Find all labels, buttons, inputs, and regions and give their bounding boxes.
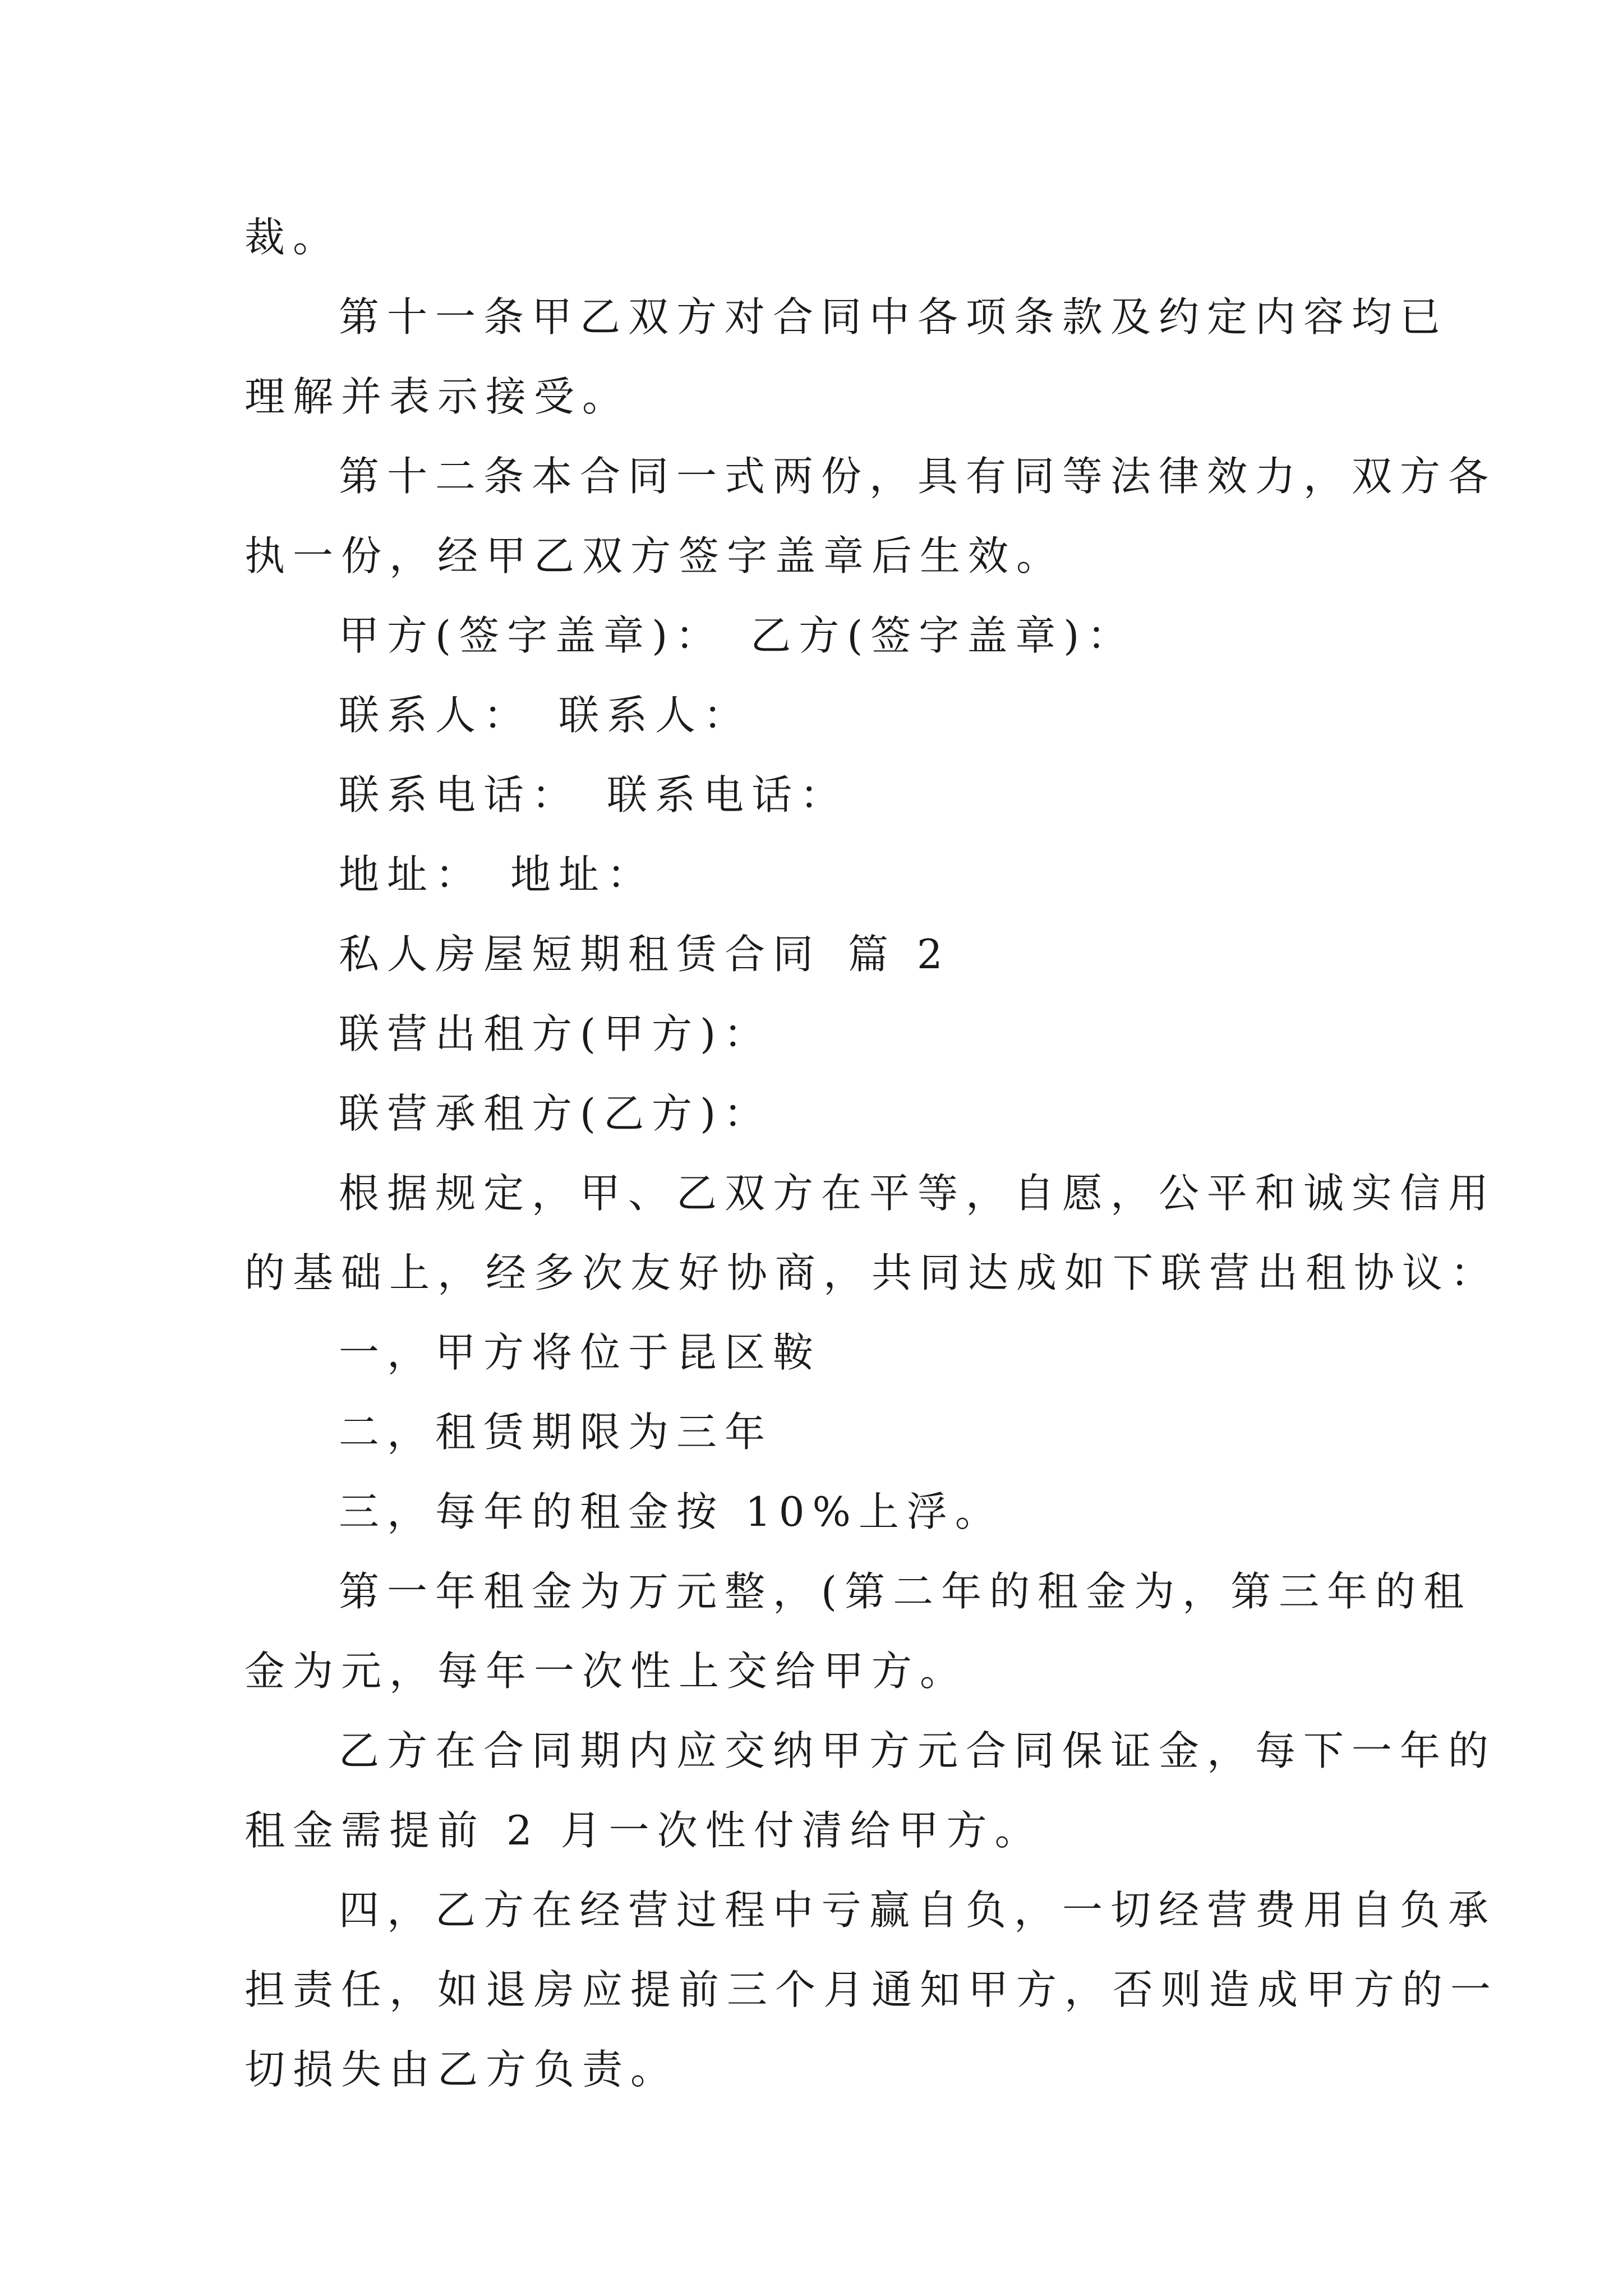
text-line: 联营出租方(甲方)： [339,1010,772,1057]
text-line: 第十一条甲乙双方对合同中各项条款及约定内容均已 [339,293,1449,341]
text-line: 第一年租金为万元整，(第二年的租金为，第三年的租 [339,1568,1472,1615]
contact-person-line [245,675,1389,755]
contract-title: 私人房屋短期租赁合同 [339,931,822,978]
signature-line-party-a-b [245,596,1389,675]
text-line: 三，每年的租金按 10%上浮。 [339,1488,1003,1535]
text-line: 四，乙方在经营过程中亏赢自负，一切经营费用自负承 [339,1887,1497,1934]
text-line: 切损失由乙方负责。 [245,2046,679,2093]
party-a-address-label: 地址： [339,851,484,898]
address-line [245,835,1389,914]
party-a-phone-label: 联系电话： [339,771,580,818]
text-line: 联营承租方(乙方)： [339,1090,772,1137]
text-line: 的基础上，经多次友好协商，共同达成如下联营出租协议： [245,1249,1499,1296]
text-line: 担责任，如退房应提前三个月通知甲方，否则造成甲方的一 [245,1966,1499,2013]
phone-line [245,755,1389,835]
text-line: 二，租赁期限为三年 [339,1409,773,1456]
text-line: 租金需提前 2 月一次性付清给甲方。 [245,1807,1043,1854]
party-a-contact-label: 联系人： [339,692,532,739]
text-line: 根据规定，甲、乙双方在平等，自愿，公平和诚实信用 [339,1170,1497,1217]
text-line: 裁。 [245,214,342,261]
text-line: 金为元，每年一次性上交给甲方。 [245,1648,969,1695]
section-number: 篇 2 [848,931,951,978]
party-b-signature-label: 乙方(签字盖章)： [750,612,1136,659]
party-a-signature-label: 甲方(签字盖章)： [339,612,724,659]
party-b-contact-label: 联系人： [559,692,752,739]
text-line: 第十二条本合同一式两份，具有同等法律效力，双方各 [339,453,1497,500]
party-b-phone-label: 联系电话： [607,771,849,818]
text-line: 乙方在合同期内应交纳甲方元合同保证金，每下一年的 [339,1727,1497,1774]
document-body [245,197,1499,2109]
text-line: 执一份，经甲乙双方签字盖章后生效。 [245,532,1065,579]
text-line: 理解并表示接受。 [245,373,631,420]
text-line: 一，甲方将位于昆区鞍 [339,1329,822,1376]
section-heading [245,914,1389,994]
party-b-address-label: 地址： [510,851,656,898]
